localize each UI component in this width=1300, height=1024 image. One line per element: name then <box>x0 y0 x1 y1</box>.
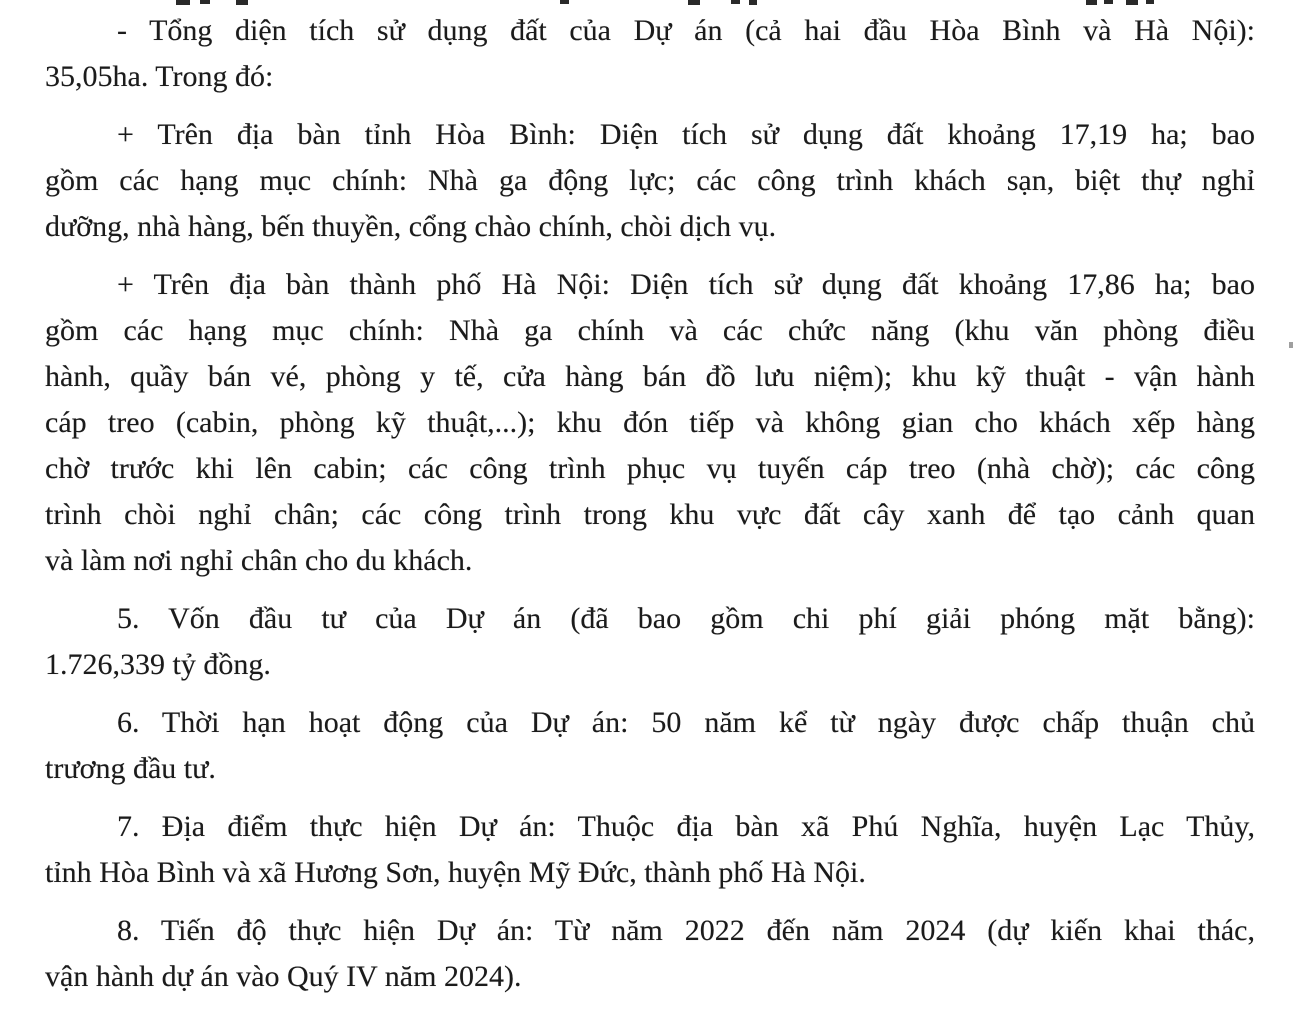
text-line: 8. Tiến độ thực hiện Dự án: Từ năm 2022 đến năm 2024 (dự kiến khai thác, <box>117 914 1255 947</box>
scan-speck <box>749 0 757 5</box>
scan-speck <box>200 0 210 4</box>
scan-speck <box>1289 342 1293 348</box>
text-line: gồm các hạng mục chính: Nhà ga chính và các chức năng (khu văn phòng điều <box>45 314 1255 347</box>
paragraph-item-6-operation-duration <box>45 700 1255 792</box>
text-line: + Trên địa bàn thành phố Hà Nội: Diện tích sử dụng đất khoảng 17,86 ha; bao <box>117 268 1255 301</box>
text-line: chờ trước khi lên cabin; các công trình phục vụ tuyến cáp treo (nhà chờ); các công <box>45 452 1255 485</box>
text-line: và làm nơi nghỉ chân cho du khách. <box>45 544 473 577</box>
paragraph-hoa-binh-area <box>45 112 1255 250</box>
text-line: vận hành dự án vào Quý IV năm 2024). <box>45 960 522 993</box>
text-line: 6. Thời hạn hoạt động của Dự án: 50 năm kể từ ngày được chấp thuận chủ <box>117 706 1255 739</box>
scan-speck <box>560 0 569 4</box>
text-line: dưỡng, nhà hàng, bến thuyền, cổng chào chính, chòi dịch vụ. <box>45 210 777 243</box>
text-line: 35,05ha. Trong đó: <box>45 60 274 93</box>
scan-speck <box>236 0 248 5</box>
paragraph-ha-noi-area <box>45 262 1255 584</box>
scan-speck <box>731 0 740 4</box>
paragraph-item-5-investment-capital <box>45 596 1255 688</box>
paragraph-item-8-schedule <box>45 908 1255 1000</box>
scan-speck <box>1146 0 1154 4</box>
text-line: trương đầu tư. <box>45 752 216 785</box>
text-line: 7. Địa điểm thực hiện Dự án: Thuộc địa bàn xã Phú Nghĩa, huyện Lạc Thủy, <box>117 810 1255 843</box>
scan-speck <box>688 0 700 5</box>
text-line: gồm các hạng mục chính: Nhà ga động lực; các công trình khách sạn, biệt thự nghỉ <box>45 164 1255 197</box>
text-line: 5. Vốn đầu tư của Dự án (đã bao gồm chi phí giải phóng mặt bằng): <box>117 602 1255 635</box>
document-body-text <box>45 8 1255 1000</box>
text-line: - Tổng diện tích sử dụng đất của Dự án (cả hai đầu Hòa Bình và Hà Nội): <box>117 14 1255 47</box>
text-line: hành, quầy bán vé, phòng y tế, cửa hàng bán đồ lưu niệm); khu kỹ thuật - vận hành <box>45 360 1255 393</box>
text-line: + Trên địa bàn tỉnh Hòa Bình: Diện tích sử dụng đất khoảng 17,19 ha; bao <box>117 118 1255 151</box>
text-line: tỉnh Hòa Bình và xã Hương Sơn, huyện Mỹ Đức, thành phố Hà Nội. <box>45 856 866 889</box>
paragraph-total-land-area <box>45 8 1255 100</box>
text-line: 1.726,339 tỷ đồng. <box>45 648 271 681</box>
paragraph-item-7-location <box>45 804 1255 896</box>
scan-speck <box>1086 0 1097 5</box>
text-line: trình chòi nghỉ chân; các công trình trong khu vực đất cây xanh để tạo cảnh quan <box>45 498 1255 531</box>
scan-speck <box>1126 0 1138 5</box>
scan-speck <box>176 0 190 5</box>
text-line: cáp treo (cabin, phòng kỹ thuật,...); khu đón tiếp và không gian cho khách xếp hàng <box>45 406 1255 439</box>
scan-speck <box>1104 0 1113 4</box>
